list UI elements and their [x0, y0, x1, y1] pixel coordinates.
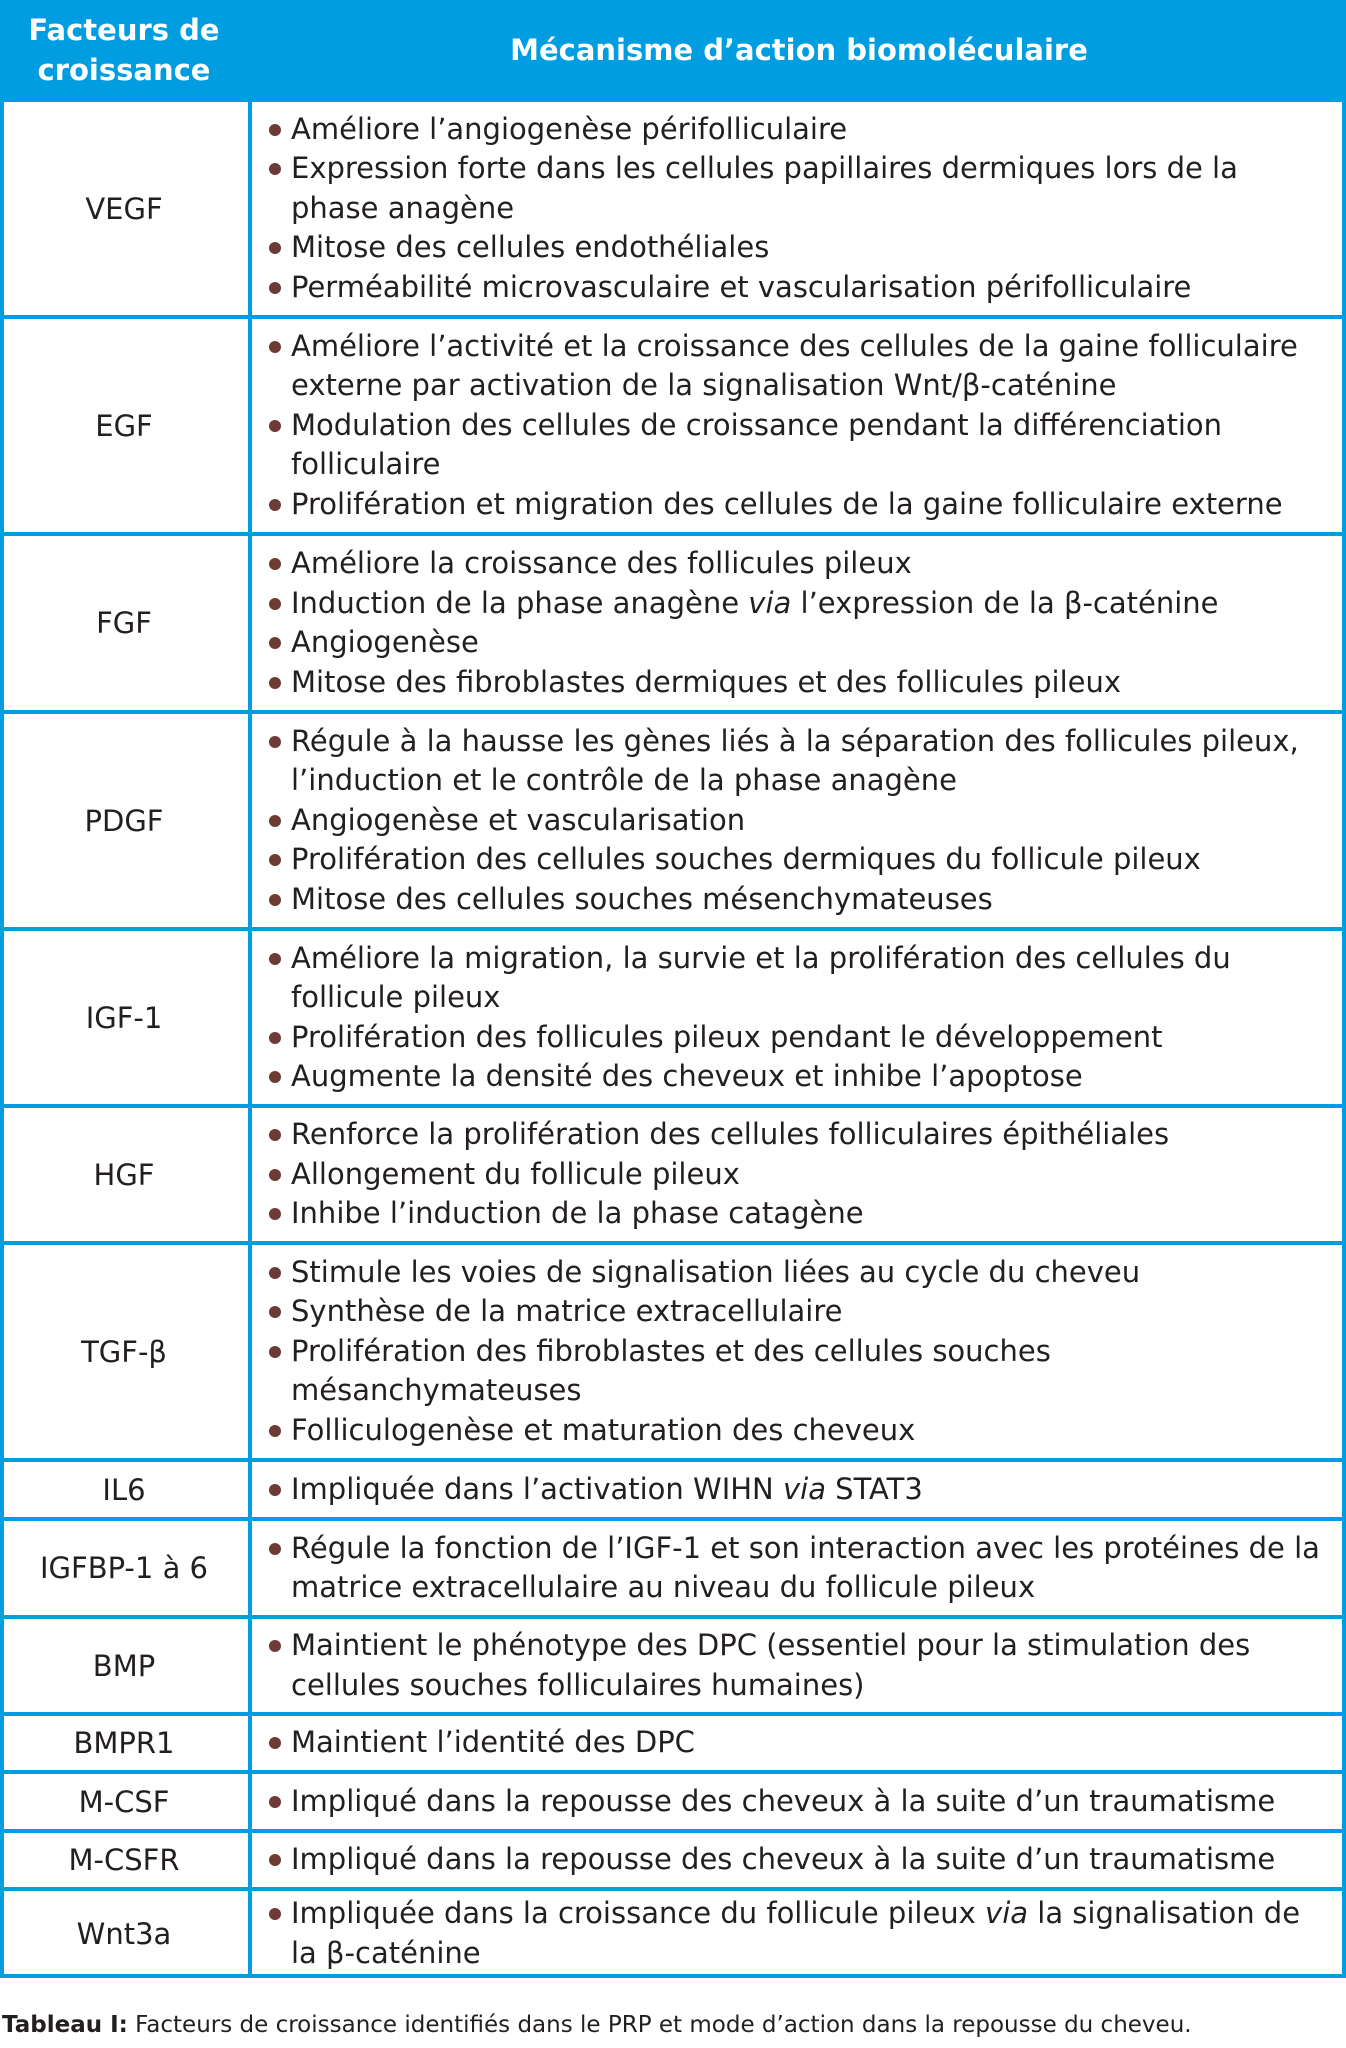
row-divider — [0, 1104, 1346, 1108]
mechanism-item: Mitose des cellules endothéliales — [266, 228, 1328, 268]
mechanism-item: Angiogenèse et vascularisation — [266, 801, 1328, 841]
mechanism-cell — [266, 1714, 1328, 1772]
mechanism-cell — [266, 1831, 1328, 1889]
mechanism-list — [266, 1470, 1328, 1510]
row-divider — [0, 98, 1346, 102]
mechanism-cell — [266, 1460, 1328, 1519]
mechanism-item: Impliquée dans l’activation WIHN via STAT3 — [266, 1470, 1328, 1510]
mechanism-item: Allongement du follicule pileux — [266, 1155, 1328, 1195]
mechanism-item: Expression forte dans les cellules papillaires dermiques lors de la phase anagène — [266, 149, 1328, 228]
mechanism-list — [266, 1840, 1328, 1880]
table-edge — [1342, 0, 1346, 1978]
factor-cell: FGF — [96, 606, 152, 640]
via-italic: via — [748, 585, 792, 620]
mechanism-item: Inhibe l’induction de la phase catagène — [266, 1194, 1328, 1234]
factor-cell: IL6 — [102, 1472, 146, 1507]
mechanism-item: Prolifération des follicules pileux pendant le développement — [266, 1018, 1328, 1058]
factor-cell: VEGF — [85, 191, 163, 226]
row-divider — [0, 1829, 1346, 1833]
mechanism-item: Améliore l’activité et la croissance des cellules de la gaine folliculaire externe par activation de la signalisation Wnt/β-caténine — [266, 327, 1328, 406]
mechanism-cell — [266, 1889, 1328, 1978]
mechanism-cell — [266, 1106, 1328, 1243]
header-mechanism: Mécanisme d’action biomoléculaire — [252, 0, 1346, 100]
mechanism-item: Impliqué dans la repousse des cheveux à la suite d’un traumatisme — [266, 1782, 1328, 1822]
mechanism-item: Améliore l’angiogenèse périfolliculaire — [266, 110, 1328, 150]
factor-cell: BMP — [92, 1648, 156, 1683]
factor-cell: EGF — [95, 408, 153, 443]
factor-cell: TGF-β — [81, 1334, 167, 1369]
factor-cell: HGF — [93, 1157, 155, 1192]
mechanism-item: Maintient le phénotype des DPC (essentiel pour la stimulation des cellules souches folliculaires humaines) — [266, 1626, 1328, 1705]
factor-cell: PDGF — [84, 803, 164, 838]
mechanism-item: Mitose des fibroblastes dermiques et des follicules pileux — [266, 663, 1328, 703]
factor-cell: Wnt3a — [76, 1916, 172, 1951]
row-divider — [0, 927, 1346, 931]
row-divider — [0, 1458, 1346, 1462]
mechanism-cell — [266, 712, 1328, 929]
row-divider — [0, 1887, 1346, 1891]
mechanism-cell — [266, 929, 1328, 1106]
caption-text: Facteurs de croissance identifiés dans le PRP et mode d’action dans la repousse du cheveu. — [127, 2012, 1192, 2038]
header-factors: Facteurs de croissance — [0, 0, 248, 100]
mechanism-item: Régule à la hausse les gènes liés à la séparation des follicules pileux, l’induction et le contrôle de la phase anagène — [266, 722, 1328, 801]
mechanism-list — [266, 1894, 1328, 1973]
factor-cell: IGF-1 — [85, 1000, 163, 1035]
row-divider — [0, 710, 1346, 714]
mechanism-list — [266, 939, 1328, 1097]
mechanism-item: Améliore la croissance des follicules pileux — [266, 544, 1328, 584]
mechanism-cell — [266, 100, 1328, 317]
column-divider — [248, 0, 252, 1978]
row-divider — [0, 532, 1346, 536]
factor-cell: BMPR1 — [73, 1726, 175, 1760]
mechanism-item: Modulation des cellules de croissance pendant la différenciation folliculaire — [266, 406, 1328, 485]
mechanism-cell — [266, 1519, 1328, 1617]
mechanism-item: Folliculogenèse et maturation des cheveux — [266, 1411, 1328, 1451]
mechanism-list — [266, 1253, 1328, 1451]
table-bottom-border — [0, 1974, 1346, 1978]
mechanism-item: Prolifération des fibroblastes et des cellules souches mésanchymateuses — [266, 1332, 1328, 1411]
mechanism-list — [266, 1115, 1328, 1234]
row-divider — [0, 1241, 1346, 1245]
mechanism-item: Renforce la prolifération des cellules folliculaires épithéliales — [266, 1115, 1328, 1155]
table-edge — [0, 0, 4, 1978]
via-italic: via — [782, 1471, 826, 1506]
factor-cell: IGFBP-1 à 6 — [39, 1551, 209, 1585]
row-divider — [0, 1615, 1346, 1619]
factor-cell: M-CSF — [78, 1784, 170, 1819]
mechanism-list — [266, 110, 1328, 308]
caption-label: Tableau I: — [2, 2012, 128, 2038]
via-italic: via — [985, 1896, 1029, 1930]
mechanism-item: Impliqué dans la repousse des cheveux à la suite d’un traumatisme — [266, 1840, 1328, 1880]
mechanism-list — [266, 722, 1328, 920]
mechanism-list — [266, 327, 1328, 525]
mechanism-list — [266, 1782, 1328, 1822]
mechanism-item: Mitose des cellules souches mésenchymateuses — [266, 880, 1328, 920]
factor-cell: M-CSFR — [68, 1843, 180, 1877]
row-divider — [0, 1517, 1346, 1521]
mechanism-item: Impliquée dans la croissance du follicule pileux via la signalisation de la β-caténine — [266, 1894, 1328, 1973]
row-divider — [0, 1712, 1346, 1716]
mechanism-item: Améliore la migration, la survie et la prolifération des cellules du follicule pileux — [266, 939, 1328, 1018]
mechanism-list — [266, 1723, 1328, 1763]
mechanism-item: Prolifération et migration des cellules de la gaine folliculaire externe — [266, 485, 1328, 525]
mechanism-item: Induction de la phase anagène via l’expression de la β-caténine — [266, 584, 1328, 624]
mechanism-cell — [266, 1243, 1328, 1460]
mechanism-item: Synthèse de la matrice extracellulaire — [266, 1292, 1328, 1332]
mechanism-list — [266, 1626, 1328, 1705]
mechanism-item: Angiogenèse — [266, 623, 1328, 663]
mechanism-cell — [266, 534, 1328, 712]
mechanism-item: Stimule les voies de signalisation liées au cycle du cheveu — [266, 1253, 1328, 1293]
table-caption — [2, 2012, 1192, 2038]
mechanism-item: Régule la fonction de l’IGF-1 et son interaction avec les protéines de la matrice extracellulaire au niveau du follicule pileux — [266, 1529, 1328, 1608]
mechanism-list — [266, 1529, 1328, 1608]
mechanism-cell — [266, 1772, 1328, 1831]
mechanism-item: Augmente la densité des cheveux et inhibe l’apoptose — [266, 1057, 1328, 1097]
mechanism-list — [266, 544, 1328, 702]
mechanism-item: Maintient l’identité des DPC — [266, 1723, 1328, 1763]
row-divider — [0, 315, 1346, 319]
row-divider — [0, 1770, 1346, 1774]
mechanism-item: Perméabilité microvasculaire et vascularisation périfolliculaire — [266, 268, 1328, 308]
mechanism-item: Prolifération des cellules souches dermiques du follicule pileux — [266, 840, 1328, 880]
mechanism-cell — [266, 317, 1328, 534]
mechanism-cell — [266, 1617, 1328, 1714]
